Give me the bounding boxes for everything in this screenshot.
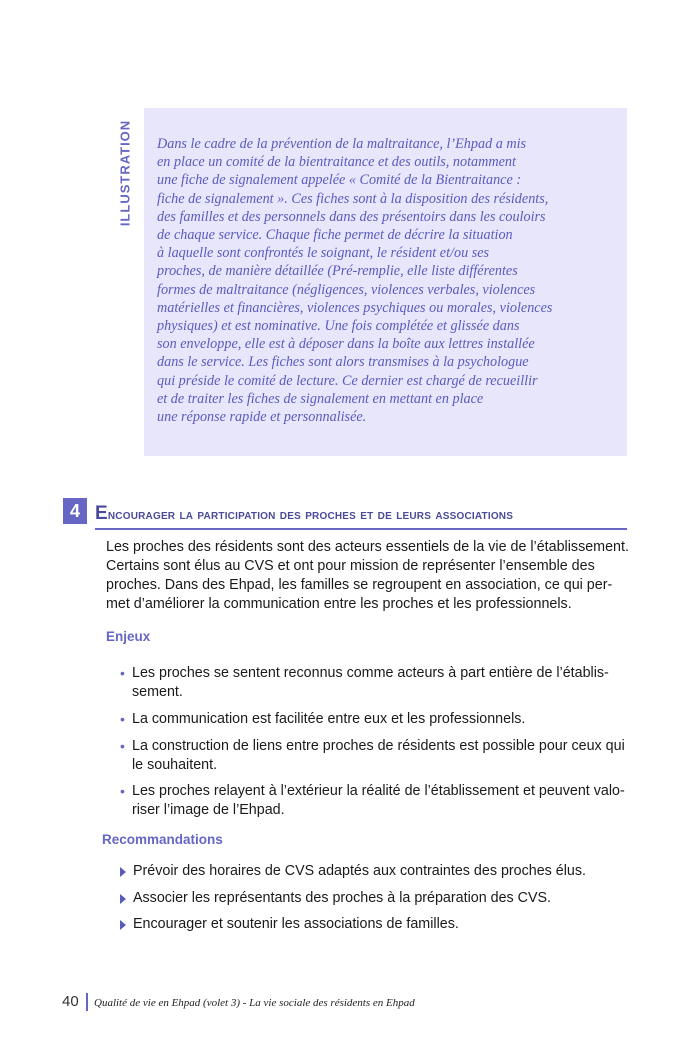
bullet-icon: • (120, 783, 125, 799)
intro-line: Les proches des résidents sont des acteurs essentiels de la vie de l’établissement. (106, 539, 629, 555)
section-title-rest: ncourager la participation des proches et de leurs associations (107, 507, 514, 523)
illustration-line: de chaque service. Chaque fiche permet de décrire la situation (157, 227, 513, 244)
illustration-line: en place un comité de la bientraitance et des outils, notamment (157, 154, 516, 171)
illustration-line: son enveloppe, elle est à déposer dans la boîte aux lettres installée (157, 336, 535, 353)
illustration-text (157, 135, 607, 426)
arrow-right-icon (120, 894, 126, 904)
enjeux-line: La communication est facilitée entre eux et les professionnels. (132, 711, 526, 727)
enjeux-heading: Enjeux (106, 629, 151, 644)
page-number: 40 (62, 993, 79, 1010)
illustration-line: fiche de signalement ». Ces fiches sont à la disposition des résidents, (157, 190, 549, 207)
intro-line: met d’améliorer la communication entre les proches et les professionnels. (106, 596, 572, 612)
recommandation-text: Prévoir des horaires de CVS adaptés aux contraintes des proches élus. (133, 863, 586, 879)
recommandation-text: Encourager et soutenir les associations de familles. (133, 916, 459, 932)
illustration-line: et de traiter les fiches de signalement en mettant en place (157, 390, 484, 407)
illustration-line: matérielles et financières, violences psychiques ou morales, violences (157, 299, 553, 316)
illustration-label-text: ILLUSTRATION (117, 119, 133, 227)
arrow-right-icon (120, 867, 126, 877)
enjeux-line: Les proches relayent à l’extérieur la réalité de l’établissement et peuvent valo- (132, 783, 625, 799)
intro-line: proches. Dans des Ehpad, les familles se regroupent en association, ce qui per- (106, 577, 613, 593)
footer-title: Qualité de vie en Ehpad (volet 3) - La vie sociale des résidents en Ehpad (94, 997, 415, 1009)
section-number: 4 (63, 498, 87, 524)
enjeux-line: Les proches se sentent reconnus comme acteurs à part entière de l’établis- (132, 665, 609, 681)
section-title (95, 503, 513, 525)
recommandations-heading: Recommandations (102, 832, 223, 847)
section-title-rule (95, 528, 627, 530)
illustration-line: qui préside le comité de lecture. Ce dernier est chargé de recueillir (157, 372, 538, 389)
illustration-line: proches, de manière détaillée (Pré-remplie, elle liste différentes (157, 263, 518, 280)
intro-line: Certains sont élus au CVS et ont pour mission de représenter l’ensemble des (106, 558, 595, 574)
arrow-right-icon (120, 920, 126, 930)
section-intro (106, 538, 627, 614)
illustration-line: Dans le cadre de la prévention de la maltraitance, l’Ehpad a mis (157, 136, 527, 152)
illustration-line: une fiche de signalement appelée « Comité de la Bientraitance : (157, 172, 522, 189)
enjeux-line: le souhaitent. (132, 757, 218, 773)
bullet-icon: • (120, 711, 125, 727)
bullet-icon: • (120, 665, 125, 681)
illustration-line: des familles et des personnels dans des présentoirs dans les couloirs (157, 208, 546, 225)
enjeux-line: riser l’image de l’Ehpad. (132, 802, 285, 818)
illustration-line: une réponse rapide et personnalisée. (157, 409, 367, 426)
illustration-line: physiques) et est nominative. Une fois complétée et glissée dans (157, 318, 520, 335)
enjeux-line: La construction de liens entre proches de résidents est possible pour ceux qui (132, 738, 625, 754)
illustration-line: formes de maltraitance (négligences, violences verbales, violences (157, 281, 536, 298)
bullet-icon: • (120, 738, 125, 754)
illustration-line: à laquelle sont confrontés le soignant, le résident et/ou ses (157, 245, 490, 262)
illustration-line: dans le service. Les fiches sont alors transmises à la psychologue (157, 354, 529, 371)
section-title-initial: E (95, 503, 108, 524)
enjeux-line: sement. (132, 684, 183, 700)
recommandation-text: Associer les représentants des proches à la préparation des CVS. (133, 890, 552, 906)
illustration-label (107, 108, 143, 238)
footer-divider (86, 993, 88, 1011)
